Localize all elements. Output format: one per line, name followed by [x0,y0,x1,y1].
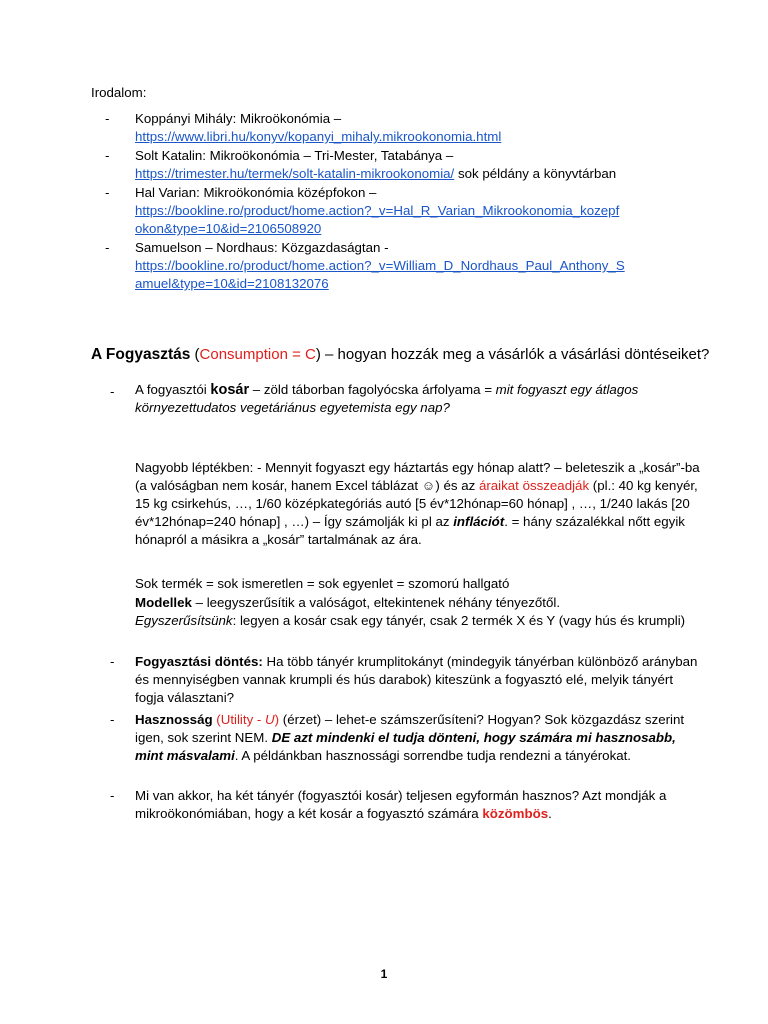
section-heading: A Fogyasztás (Consumption = C) – hogyan hozzák meg a vásárlók a vásárlási döntéseiket? [91,346,710,363]
literature-heading: Irodalom: [91,85,147,100]
reference-list [105,110,735,294]
models-line: Modellek – leegyszerűsítik a valóságot, eltekintenek néhány tényezőtől. [135,595,561,610]
consumer-decision-paragraph: Fogyasztási döntés: Ha több tányér krumplitokányt (mindegyik tányérban különböző arányban és mennyiségben vannak krumpli és hús darabok) kiteszünk a fogyasztó elé, melyik tányért fogja választani? [135,654,698,705]
reference-item: - Samuelson – Nordhaus: Közgazdaságtan - https://bookline.ro/product/home.action?_v=William_D_Nordhaus_Paul_Anthony_S amuel&type=10&id=2108132076 [105,240,625,291]
reference-item: - Hal Varian: Mikroökonómia középfokon – https://bookline.ro/product/home.action?_v=Hal_R_Varian_Mikrookonomia_kozepf okon&type=10&id=2106508920 [105,185,620,236]
many-products-line: Sok termék = sok ismeretlen = sok egyenlet = szomorú hallgató [135,576,510,591]
bullet-dash: - [110,712,115,727]
page-number: 1 [380,967,388,981]
reference-link[interactable]: https://www.libri.hu/konyv/kopanyi_mihaly.mikrookonomia.html [135,129,502,144]
bullet-dash: - [110,788,115,803]
reference-link[interactable]: https://bookline.ro/product/home.action?_v=Hal_R_Varian_Mikrookonomia_kozepf [135,203,620,218]
reference-link-continued[interactable]: amuel&type=10&id=2108132076 [135,276,329,291]
reference-link-continued[interactable]: okon&type=10&id=2106508920 [135,221,322,236]
indifference-paragraph: Mi van akkor, ha két tányér (fogyasztói kosár) teljesen egyformán hasznos? Azt mondják a mikroökonómiában, hogy a két kosár a fogyasztó számára közömbös. [135,788,667,821]
reference-item: - Solt Katalin: Mikroökonómia – Tri-Mester, Tatabánya – https://trimester.hu/termek/solt-katalin-mikrookonomia/ sok példány a könyvtárban [105,148,617,181]
bullet-dash: - [110,654,115,669]
reference-link[interactable]: https://bookline.ro/product/home.action?_v=William_D_Nordhaus_Paul_Anthony_S [135,258,625,273]
simplify-paragraph: Egyszerűsítsünk: legyen a kosár csak egy tányér, csak 2 termék X és Y (vagy hús és krumpli) [135,613,686,628]
basket-paragraph: A fogyasztói kosár – zöld táborban fagolyócska árfolyama = mit fogyaszt egy átlagos környezettudatos vegetáriánus egyetemista egy nap? [135,382,639,415]
reference-link[interactable]: https://trimester.hu/termek/solt-katalin-mikrookonomia/ [135,166,455,181]
utility-paragraph: Hasznosság (Utility - U) (érzet) – lehet-e számszerűsíteni? Hogyan? Sok közgazdász szerint igen, sok szerint NEM. DE azt mindenki el tudja dönteni, hogy számára mi hasznosabb, mint másvalami. A példánkban hasznossági sorrendbe tudja rendezni a tányérokat. [135,712,685,763]
bigger-scale-paragraph: Nagyobb léptékben: - Mennyit fogyaszt egy háztartás egy hónap alatt? – beleteszik a „kosár”-ba (a valóságban nem kosár, hanem Excel táblázat ☺) és az áraikat összeadják (pl.: 40 kg kenyér, 15 kg csirkehús, …, 1/60 középkategóriás autó [5 év*12hónap=60 hónap] , …, 1/240 lakás [20 év*12hónap=240 hónap] , …) – Így számolják ki pl az inflációt. = hány százalékkal nőtt egyik hónapról a másikra a „kosár” tartalmának az ára. [135,460,700,547]
reference-item: - Koppányi Mihály: Mikroökonómia – https://www.libri.hu/konyv/kopanyi_mihaly.mikrookonomia.html [105,111,502,144]
bullet-dash: - [110,384,115,399]
